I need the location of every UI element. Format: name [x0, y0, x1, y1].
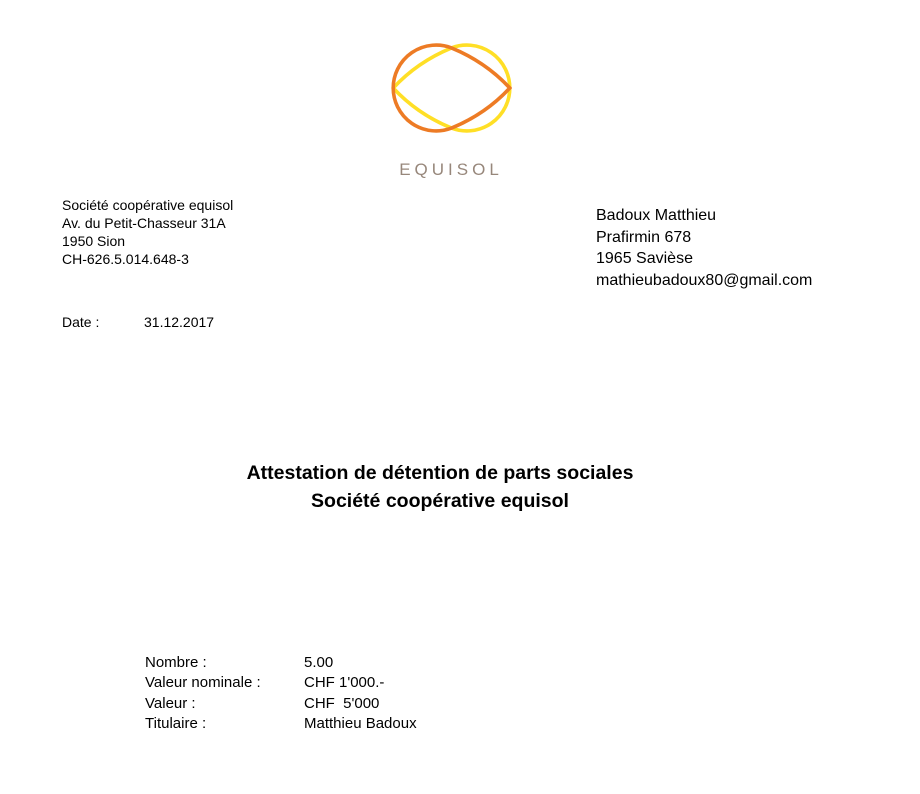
sender-street: Av. du Petit-Chasseur 31A	[62, 215, 226, 231]
recipient-address-block	[596, 205, 812, 292]
sender-name: Société coopérative equisol	[62, 197, 234, 213]
detail-row-valeur	[145, 694, 565, 714]
date-label: Date :	[62, 314, 100, 330]
date-row	[62, 313, 362, 331]
logo-orange-leaf	[393, 45, 510, 131]
detail-label-valeur-nominale: Valeur nominale :	[145, 674, 261, 692]
logo-yellow-leaf	[393, 45, 510, 131]
sender-city: 1950 Sion	[62, 233, 126, 249]
sender-registry-number: CH-626.5.014.648-3	[62, 251, 189, 267]
detail-label-valeur: Valeur :	[145, 694, 196, 712]
detail-row-nombre	[145, 653, 565, 673]
detail-row-valeur-nominale	[145, 673, 565, 693]
detail-value-valeur: CHF 5'000	[304, 694, 380, 712]
recipient-city: 1965 Savièse	[596, 250, 693, 268]
recipient-email: mathieubadoux80@gmail.com	[596, 272, 813, 290]
detail-value-titulaire: Matthieu Badoux	[304, 714, 417, 732]
document-title	[0, 459, 880, 515]
detail-value-valeur-nominale: CHF 1'000.-	[304, 674, 385, 692]
document-title-line-2: Société coopérative equisol	[311, 490, 569, 512]
equisol-logo-icon	[391, 43, 512, 133]
share-details-block	[145, 653, 565, 734]
detail-label-nombre: Nombre :	[145, 654, 207, 671]
detail-row-titulaire	[145, 714, 565, 734]
recipient-name: Badoux Matthieu	[596, 207, 717, 224]
equisol-wordmark: EQUISOL	[399, 160, 503, 179]
detail-value-nombre: 5.00	[304, 654, 334, 671]
date-value: 31.12.2017	[144, 314, 215, 330]
detail-label-titulaire: Titulaire :	[145, 714, 207, 732]
document-title-line-1: Attestation de détention de parts sociales	[246, 462, 634, 484]
recipient-street: Prafirmin 678	[596, 228, 692, 246]
sender-address-block	[62, 196, 233, 268]
